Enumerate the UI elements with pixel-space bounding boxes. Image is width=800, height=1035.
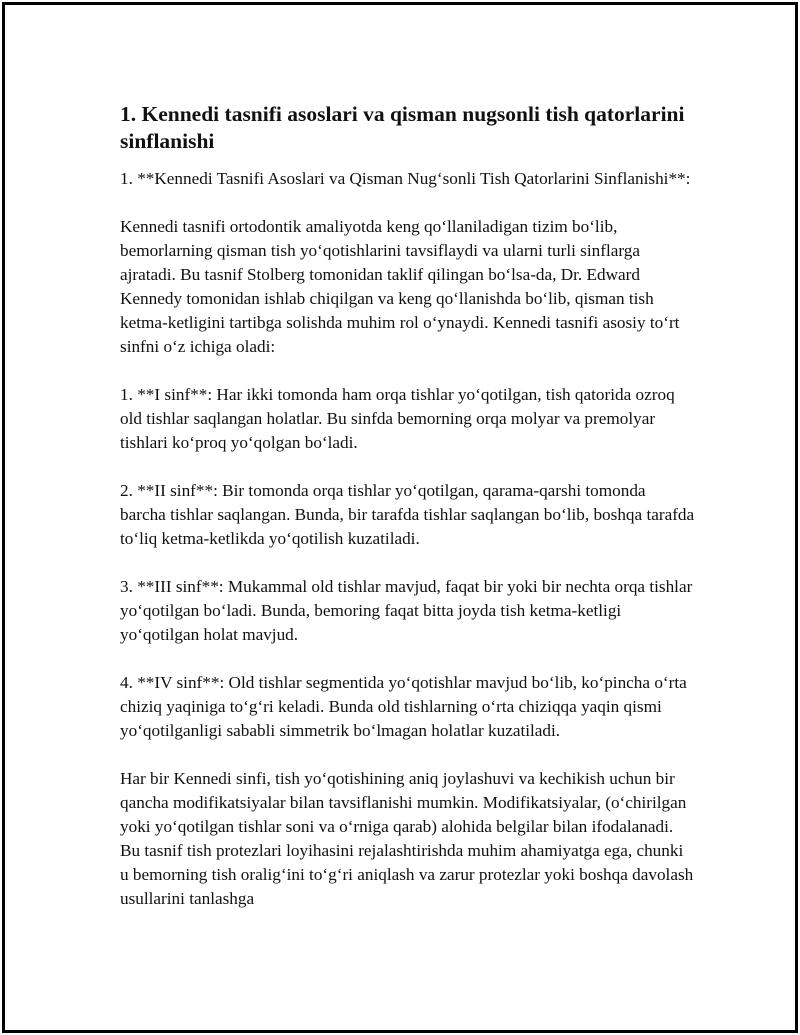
heading-paragraph: 1. **Kennedi Tasnifi Asoslari va Qisman Nug‘sonli Tish Qatorlarini Sinflanishi**: — [120, 169, 691, 188]
class-2-paragraph: 2. **II sinf**: Bir tomonda orqa tishlar yo‘qotilgan, qarama-qarshi tomonda barcha tishlar saqlangan. Bunda, bir tarafda tishlar saqlangan bo‘lib, boshqa tarafda to‘liq ketma-ketlikda yo‘qotilish kuzatiladi. — [120, 481, 695, 548]
document-body — [120, 101, 695, 911]
class-1-paragraph: 1. **I sinf**: Har ikki tomonda ham orqa tishlar yo‘qotilgan, tish qatorida ozroq old tishlar saqlangan holatlar. Bu sinfda bemorning orqa molyar va premolyar tishlari ko‘proq yo‘qolgan bo‘ladi. — [120, 385, 675, 452]
class-4-paragraph: 4. **IV sinf**: Old tishlar segmentida yo‘qotishlar mavjud bo‘lib, ko‘pincha o‘rta chiziq yaqiniga to‘g‘ri keladi. Bunda old tishlarning o‘rta chiziqqa yaqin qismi yo‘qotilganligi sababli simmetrik bo‘lmagan holatlar kuzatiladi. — [120, 673, 687, 740]
intro-paragraph: Kennedi tasnifi ortodontik amaliyotda keng qo‘llaniladigan tizim bo‘lib, bemorlarning qisman tish yo‘qotishlarini tavsiflaydi va ularni turli sinflarga ajratadi. Bu tasnif Stolberg tomonidan taklif qilingan bo‘lsa-da, Dr. Edward Kennedy tomonidan ishlab chiqilgan va keng qo‘llanishda bo‘lib, qisman tish ketma-ketligini tartibga solishda muhim rol o‘ynaydi. Kennedi tasnifi asosiy to‘rt sinfni o‘z ichiga oladi: — [120, 217, 680, 356]
document-title: 1. Kennedi tasnifi asoslari va qisman nugsonli tish qatorlarini sinflanishi — [120, 102, 685, 153]
class-3-paragraph: 3. **III sinf**: Mukammal old tishlar mavjud, faqat bir yoki bir nechta orqa tishlar yo‘qotilgan bo‘ladi. Bunda, bemoring faqat bitta joyda tish ketma-ketligi yo‘qotilgan holat mavjud. — [120, 577, 693, 644]
page-frame — [2, 2, 798, 1033]
modifications-paragraph: Har bir Kennedi sinfi, tish yo‘qotishining aniq joylashuvi va kechikish uchun bir qancha modifikatsiyalar bilan tavsiflanishi mumkin. Modifikatsiyalar, (o‘chirilgan yoki yo‘qotilgan tishlar soni va o‘rniga qarab) alohida belgilar bilan ifodalanadi. Bu tasnif tish protezlari loyihasini rejalashtirishda muhim ahamiyatga ega, chunki u bemorning tish oralig‘ini to‘g‘ri aniqlash va zarur protezlar yoki boshqa davolash usullarini tanlashga — [120, 769, 694, 908]
